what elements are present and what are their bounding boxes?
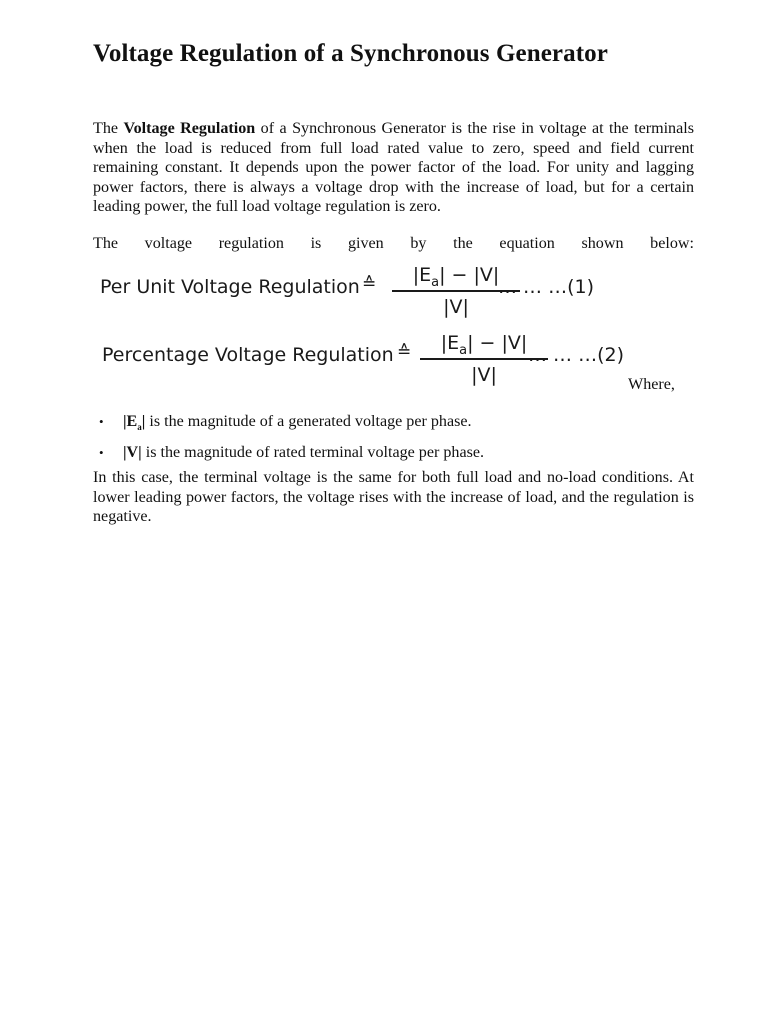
intro-prefix: The [93, 120, 124, 137]
definition-text: is the magnitude of a generated voltage per phase. [145, 413, 472, 430]
lead-word: The [93, 235, 119, 252]
equation-number: … … …(1) [498, 276, 594, 298]
intro-bold-term: Voltage Regulation [123, 120, 256, 137]
lead-word: equation [499, 235, 555, 252]
bullet-icon: • [99, 444, 104, 460]
definition-list [93, 412, 694, 467]
lead-word: is [310, 235, 322, 252]
equation-lead-line [93, 234, 694, 254]
symbol-part: |V| [123, 443, 142, 461]
list-item [93, 443, 694, 463]
symbol-part: |E [123, 413, 138, 430]
numerator-v: | − |V| [467, 332, 528, 354]
document-title: Voltage Regulation of a Synchronous Generator [93, 40, 608, 67]
numerator-subscript: a [431, 274, 440, 290]
numerator-ea: |E [412, 264, 432, 286]
defined-as-symbol: ≙ [397, 342, 412, 362]
symbol-subscript: a [137, 422, 142, 433]
definition-text: is the magnitude of rated terminal voltage per phase. [141, 443, 485, 461]
equation-label: Per Unit Voltage Regulation [100, 276, 360, 298]
fraction-denominator: |V| [471, 363, 497, 386]
defined-as-symbol: ≙ [362, 274, 377, 294]
numerator-subscript: a [459, 342, 468, 358]
lead-word: given [347, 235, 384, 252]
definition-symbol [123, 444, 142, 461]
definition-symbol [123, 413, 146, 433]
lead-word: the [453, 235, 473, 252]
intro-paragraph [93, 119, 694, 217]
list-item [93, 412, 694, 438]
equation-number: … … …(2) [528, 344, 624, 366]
lead-word: by [410, 235, 427, 252]
bullet-icon: • [99, 414, 104, 429]
closing-paragraph: In this case, the terminal voltage is the same for both full load and no-load conditions. At lower leading power factors, the voltage rises with the increase of load, and the regulation is negative. [93, 469, 694, 525]
equation-label: Percentage Voltage Regulation [102, 344, 394, 366]
where-label: Where, [628, 376, 675, 393]
lead-word: shown [581, 235, 624, 252]
lead-word: regulation [218, 235, 284, 252]
numerator-ea: |E [440, 332, 460, 354]
lead-word: voltage [144, 235, 193, 252]
intro-rest: of a Synchronous Generator is the rise in voltage at the terminals when the load is reduced from full load rated value to zero, speed and field current remaining constant. It depends upon the power factor of the load. For unity and lagging power factors, there is always a voltage drop with the increase of load, but for a certain leading power, the full load voltage regulation is zero. [93, 120, 694, 215]
symbol-part: | [141, 413, 146, 430]
fraction-denominator: |V| [443, 295, 469, 318]
numerator-v: | − |V| [439, 264, 500, 286]
lead-word: below: [650, 235, 694, 252]
